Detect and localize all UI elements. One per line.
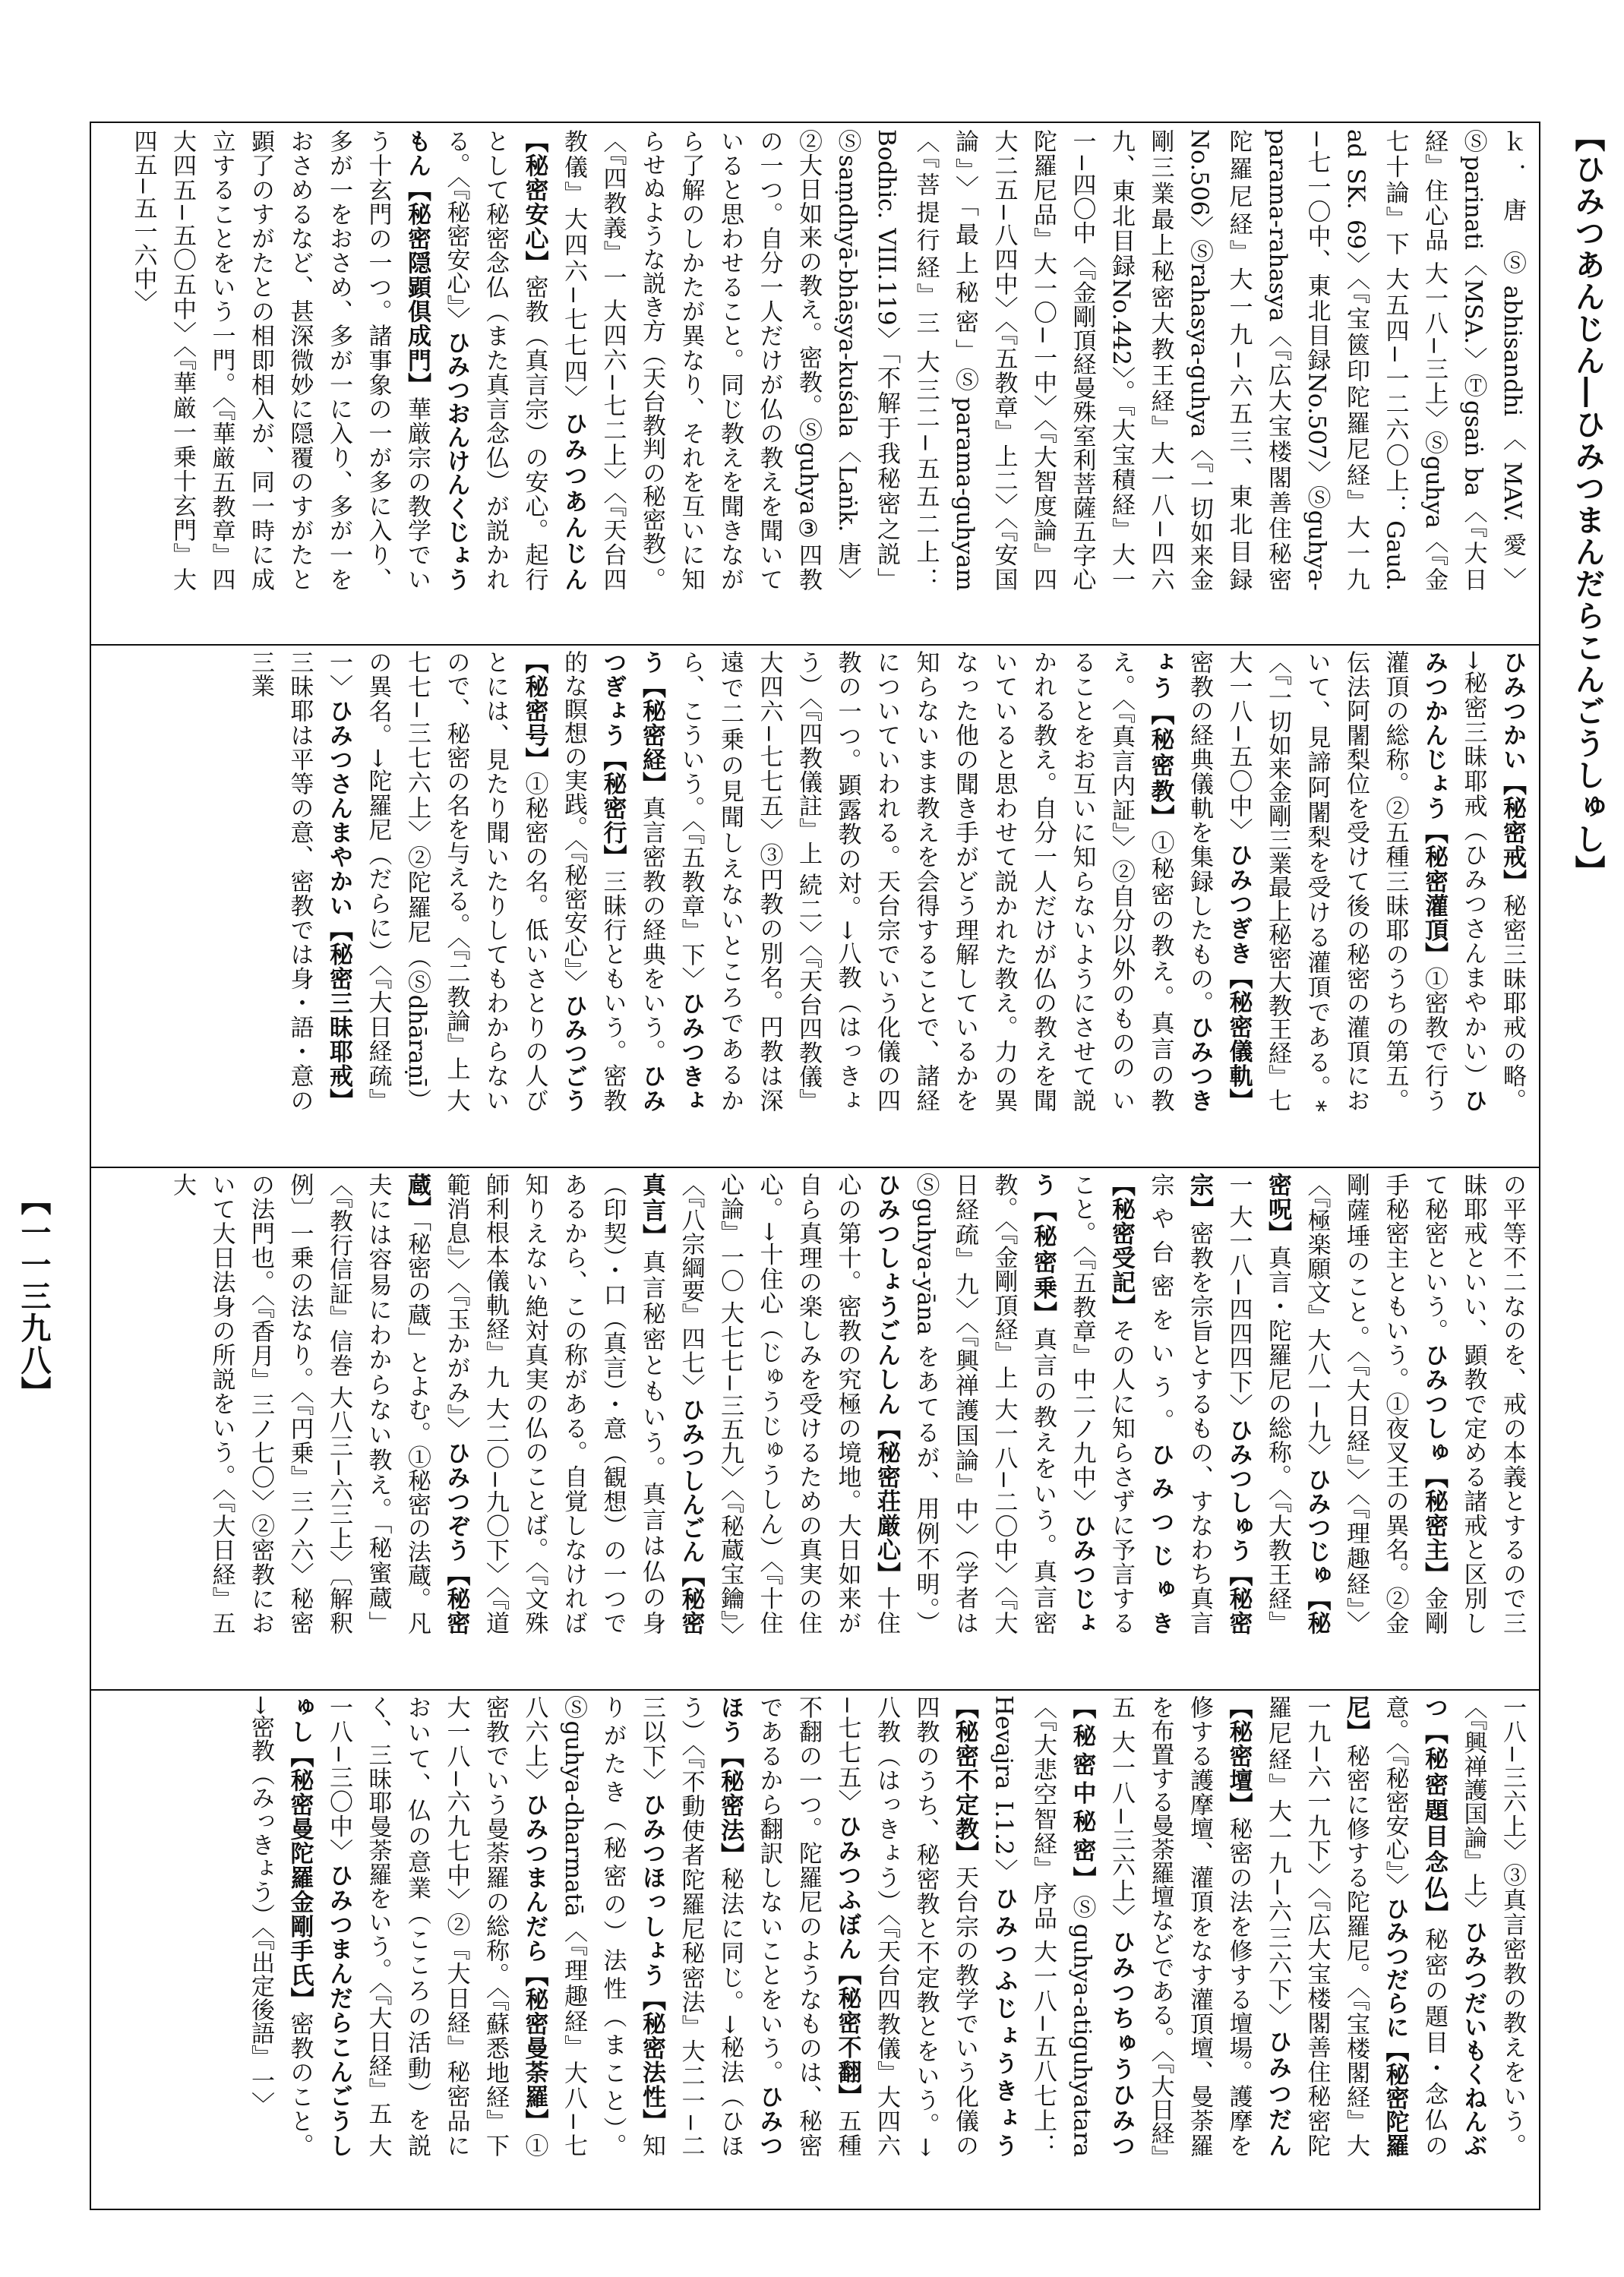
entry-definition: 密教を宗旨とするもの、すなわち真言宗や台密をいう。 <box>1146 1173 1213 1634</box>
entry-headword: ひみつぞう <box>442 1441 470 1563</box>
entry-headword: ひみつしゅう <box>1224 1418 1253 1563</box>
entry-kanji: 【秘密荘厳心】 <box>873 1416 900 1587</box>
entry-kanji: 【秘密不翻】 <box>833 1961 861 2109</box>
dictionary-entry <box>325 1695 548 2157</box>
entry-kanji: 【秘密不定教】 <box>951 1695 978 1866</box>
entry-definition: 十住心の第十。密教の究極の境地。大日如来が自ら真理の楽しみを受けるための真実の住心。→十住心（じゅうじゅうしん）〈『十住心論』一〇 大七七−三五九〉〈『秘蔵宝鑰』〉〈『八宗綱要』四七〉 <box>677 1173 900 1634</box>
entry-headword: ひみつあんじん <box>560 411 587 591</box>
entry-headword: ひみつしんごん <box>677 1397 705 1564</box>
entry-headword: ひみつだらに <box>1381 1896 1409 2039</box>
entry-headword: ひみつきょう <box>638 650 705 1112</box>
entry-kanji: 【秘密呪】 <box>1264 1173 1331 1634</box>
tier-4 <box>91 1689 1539 2163</box>
entry-definition: 真言の教えをいう。真言密教。〈『金剛頂経』上 大一八−二〇中〉〈『大日経疏』九〉〈『興禅護国論』中〉（学者はⓈguhya-yāna をあてるが、用例不明。） <box>912 1173 1057 1634</box>
entry-definition: 真言秘密ともいう。真言は仏の身（印契）・口（真言）・意（観想）の一つであるから、この称がある。自覚しなければ知りえない絶対真実の仏のことば。〈『文殊師利根本儀軌経』九 大二〇−九〇下〉〈『道範消息』〉〈『玉かがみ』〉 <box>442 1173 665 1634</box>
entry-headword: ひみつふじょうきょう <box>990 1886 1018 2157</box>
tier-2 <box>91 644 1539 1118</box>
tier-2-text <box>100 650 1531 1112</box>
entry-kanji: 【秘密灌頂】 <box>1420 820 1448 967</box>
text-frame <box>90 122 1540 2210</box>
entry-kanji: 【秘密乗】 <box>1029 1198 1057 1328</box>
entry-headword: ひみつさんまやかい <box>325 699 352 918</box>
entry-headword: ひみつほう <box>716 1695 783 2157</box>
dictionary-entry <box>678 650 1214 1112</box>
dictionary-entry <box>169 1173 470 1634</box>
entry-kanji: 【秘密壇】 <box>1224 1695 1253 1817</box>
entry-kanji: 【秘密経】 <box>638 674 665 797</box>
entry-headword: ひみつちゅうひみつ <box>1107 1929 1135 2157</box>
entry-headword: ひみつぎょう <box>599 650 665 1112</box>
entry-definition: 一八−三六上〉③真言密教の教えをいう。〈『興禅護国論』上〉 <box>1459 1695 1526 2157</box>
dictionary-entry <box>1225 650 1487 1112</box>
entry-definition: 五種不翻の一つ。陀羅尼のようなものは、秘密であるから翻訳しないことをいう。 <box>755 1695 861 2157</box>
dictionary-entry <box>247 650 352 1112</box>
entry-kanji: 【秘密行】 <box>599 747 627 870</box>
entry-headword: ひみつごう <box>560 993 587 1112</box>
entry-kanji: 【秘密戒】 <box>1499 772 1526 894</box>
entry-headword: ひみつほっしょう <box>638 1792 665 1988</box>
entry-kanji: 【秘密題目念仏】 <box>1420 1720 1448 1928</box>
entry-definition: 知りがたき（秘密の）法性（まこと）。Ⓢguhya-dharmatā〈『理趣経』大八−七八六上〉 <box>520 1695 665 2157</box>
entry-definition: 華厳宗の教学でいう十玄門の一つ。諸事象の一が多に入り、多が一をおさめ、多が一に入り、多が一をおさめるなど、甚深微妙に隠覆のすがたと顕了のすがたとの相即相入が、同一時に成立することをいう一門。〈『華厳五教章』四 大四五−五〇五中〉〈『華厳一乗十玄門』大四五−五一六中〉 <box>129 129 431 591</box>
entry-headword: ひみつおんけんくじょうもん <box>403 129 470 591</box>
entry-headword: ひみつまんだら <box>520 1792 548 1963</box>
dictionary-entry <box>560 129 1526 591</box>
entry-definition: 密教の経典儀軌を集録したもの。 <box>1186 650 1213 1015</box>
entry-definition: 秘密の法を修する壇場。護摩を修する護摩壇、灌頂をなす灌頂壇、曼荼羅を布置する曼荼羅壇などである。〈『大日経』五 大一八−三六上〉 <box>1107 1695 1253 2157</box>
entry-definition: 真言・陀羅尼の総称。〈『大教王経』一 大一八−四四四下〉 <box>1224 1173 1291 1634</box>
dictionary-entry <box>443 1173 705 1634</box>
entry-kanji: 【秘密法】 <box>716 1744 744 1868</box>
entry-headword: ひみつしょうごんしん <box>873 1173 900 1416</box>
running-head-title: 【ひみつあんじん―ひみつまんだらこんごうしゅし】 <box>1570 122 1606 887</box>
entry-headword: ひみつだいもくねんぶつ <box>1420 1695 1487 2157</box>
entry-kanji: 【秘密号】 <box>520 650 548 772</box>
entry-definition: ①密教で行う灌頂の総称。②五種三昧耶のうちの第五。伝法阿闍梨位を受けて後の秘密の灌頂において、見諦阿闍梨を受ける灌頂である。*〈『一切如来金剛三業最上秘密大教王経』七 大一八−五〇中〉 <box>1224 650 1448 1112</box>
dictionary-entry <box>325 650 587 1112</box>
entry-kanji: 【秘密宗】 <box>1186 1173 1253 1634</box>
entry-kanji: 【秘密主】 <box>1420 1464 1448 1587</box>
entry-headword: ひみつだん <box>1264 2029 1291 2157</box>
entry-kanji: 【秘密三昧耶戒】 <box>325 917 352 1112</box>
entry-kanji: 【秘密受記】 <box>1107 1173 1135 1319</box>
entry-kanji: 【秘密蔵】 <box>403 1173 470 1634</box>
entry-definition: ①秘密の名。低いさとりの人びとには、見たり聞いたりしてもわからないので、秘密の名を与える。〈『二教論』上 大七七−三七六上〉②陀羅尼（Ⓢdhāraṇī）の異名。→陀羅尼（だらに）〈『大日経疏』一〉 <box>325 650 548 1112</box>
entry-definition: 真言密教の経典をいう。 <box>638 796 665 1064</box>
tier-4-text <box>100 1695 1531 2157</box>
entry-definition: 秘密三昧耶戒の略。→秘密三昧耶戒（ひみつさんまやかい） <box>1459 650 1526 1112</box>
dictionary-entry <box>1460 650 1527 1112</box>
entry-headword: ひみつじょう <box>1029 1173 1096 1634</box>
entry-definition: Ⓢguhya-atiguhyatara〈『大悲空智経』序品 大一八−五八七上：Hevajra I.1.2〉 <box>990 1695 1096 2157</box>
entry-headword: ひみつしゅ <box>1420 1343 1448 1465</box>
entry-definition: の平等不二なのを、戒の本義とするので三昧耶戒といい、顕教で定める諸戒と区別して秘密という。 <box>1420 1173 1526 1634</box>
entry-headword: ひみつじゅ <box>1303 1467 1331 1587</box>
entry-kanji: 【秘密曼荼羅】 <box>520 1963 548 2134</box>
entry-headword: ひみつふぼん <box>833 1814 861 1962</box>
entry-definition: 秘密の題目・念仏の意。〈『秘密安心』〉 <box>1381 1695 1448 2157</box>
entry-headword: ひみつかい <box>1499 650 1526 772</box>
entry-definition: 密教（真言宗）の安心。起行として秘密念仏（また真言念仏）が説かれる。〈『秘密安心』〉 <box>442 129 548 591</box>
entry-headword: ひみつかんじょう <box>1420 650 1487 1112</box>
entry-kanji: 【秘密中秘密】 <box>1068 1695 1096 1896</box>
entry-definition: ①秘密の教え。真言の教え。〈『真言内証』〉②自分以外のものの いることをお互いに知らないようにさせて説かれる教え。自分一人だけが仏の教えを聞いていると思わせて説かれた教え。力の異なった他の聞き手がどう理解しているかを知らないまま教えを会得することで、諸経についていわれる。天台宗でいう化儀の四教の一つ。顕露教の対。→八教（はっきょう）〈『四教儀註』上 続二〉〈『天台四教儀』大四六−七七五〉③円教の別名。円教は深遠で二乗の見聞しえないところであるから、こういう。〈『五教章』下〉 <box>677 650 1174 1112</box>
entry-definition: 秘法に同じ。→秘法（ひほう）〈『不動使者陀羅尼秘密法』大二一−二三以下〉 <box>638 1695 744 2157</box>
entry-definition: ｋ．唐 Ⓢabhisandhi〈MAV.愛〉Ⓢparinati〈MSA.〉Ⓣgsaṅ ba〈『大日経』住心品 大一八−三上〉Ⓢguhya〈『金七十論』下 大五四−一二六〇上：Gaud. ad SK. 69〉〈『宝篋印陀羅尼経』大一九−七一〇中、東北目録No.507〉Ⓢguhya-parama-rahasya〈『広大宝楼閣善住秘密陀羅尼経』大一九−六五三、東北目録No.506〉Ⓢrahasya-guhya〈『一切如来金剛三業最上秘密大教王経』大一八−四六九、東北目録No.442〉。『大宝積経』大一一−四〇中〈『金剛頂経曼殊室利菩薩五字心陀羅尼品』大一〇−一中〉〈『大智度論』四 大二五−八四中〉〈『五教章』上二〉〈『安国論』〉「最上秘密」Ⓢparama-guhyam〈『菩提行経』三 大三二−五五二上：Bodhic. VIII.119〉「不解于我秘密之説」Ⓢsaṃdhyā-bhāṣya-kuśala〈Laṅk. 唐〉②大日如来の教え。密教。Ⓢguhya③四教の一つ。自分一人だけが仏の教えを聞いていると思わせること。同じ教えを聞きながら了解のしかたが異なり、それを互いに知らせぬような説き方（天台教判の秘密教）。〈『四教義』一 大四六−七二上〉〈『天台四教儀』大四六−七七四〉 <box>560 129 1526 591</box>
tier-3 <box>91 1167 1539 1641</box>
entry-definition: 秘密に修する陀羅尼。〈『宝楼閣経』大一九−六一九下〉〈『広大宝楼閣善住秘密陀羅尼経』大一九−六三六下〉 <box>1264 1695 1370 2157</box>
entry-kanji: 【秘密隠顕倶成門】 <box>403 178 431 397</box>
entry-kanji: 【秘密真言】 <box>638 1173 705 1634</box>
entry-kanji: 【秘密陀羅尼】 <box>1342 1695 1409 2157</box>
tier-3-text <box>100 1173 1531 1634</box>
entry-headword: ひみつじゅき <box>1146 1442 1174 1634</box>
tier-1 <box>91 123 1539 597</box>
entry-kanji: 【秘密教】 <box>1146 701 1174 831</box>
entry-definition: 密教のこと。→密教（みっきょう）〈『出定後語』一〉 <box>247 1695 314 2157</box>
entry-kanji: 【秘密安心】 <box>520 129 548 276</box>
entry-kanji: 【秘密法性】 <box>638 1987 665 2134</box>
entry-kanji: 【秘密儀軌】 <box>1224 965 1253 1112</box>
entry-headword: ひみつぎき <box>1224 842 1253 966</box>
entry-definition: ①密教でいう曼荼羅の総称。〈『蘇悉地経』下 大一八−六九七中〉②『大日経』秘密品において、仏の意業（こころの活動）を説く、三昧耶曼荼羅をいう。〈『大日経』五 大一八−三〇中〉 <box>325 1695 548 2157</box>
tier-1-text <box>100 129 1531 591</box>
entry-definition: 金剛手秘密主ともいう。①夜叉王の異名。②金剛薩埵のこと。〈『大日経』〉〈『理趣経』〉〈『極楽願文』大八一−九〉 <box>1303 1173 1448 1634</box>
entry-definition: 三昧行ともいう。密教的な瞑想の実践。〈『秘密安心』〉 <box>560 650 627 1112</box>
dictionary-entry <box>130 129 470 591</box>
page-number: 【一一三九八】 <box>16 1185 52 1408</box>
dictionary-entry <box>678 1173 901 1634</box>
entry-definition: 三昧耶は平等の意、密教では身・語・意の三業 <box>247 650 314 1112</box>
entry-definition: 天台宗の教学でいう化儀の四教のうち、秘密教と不定教とをいう。→八教（はっきょう）〈『天台四教儀』大四六−七七五〉 <box>833 1695 978 2157</box>
entry-definition: その人に知らさずに予言すること。〈『五教章』中二ノ九中〉 <box>1068 1173 1135 1634</box>
entry-headword: ひみつまんだらこんごうしゅし <box>286 1695 352 2157</box>
entry-kanji: 【秘密曼陀羅金剛手氏】 <box>286 1744 314 2012</box>
entry-definition: 「秘密の蔵」とよむ。①秘密の法蔵。凡夫には容易にわからない教え。「秘蜜蔵」〈『教行信証』信巻 大八三−六三上〉〔解釈例〕一乗の法なり。〈『円乗』三ノ六〉秘密の法門也。〈『香月』三ノ七〇〉②密教において大日法身の所説をいう。〈『大日経』五 大 <box>169 1173 431 1634</box>
entry-headword: ひみつきょう <box>1146 650 1213 1112</box>
